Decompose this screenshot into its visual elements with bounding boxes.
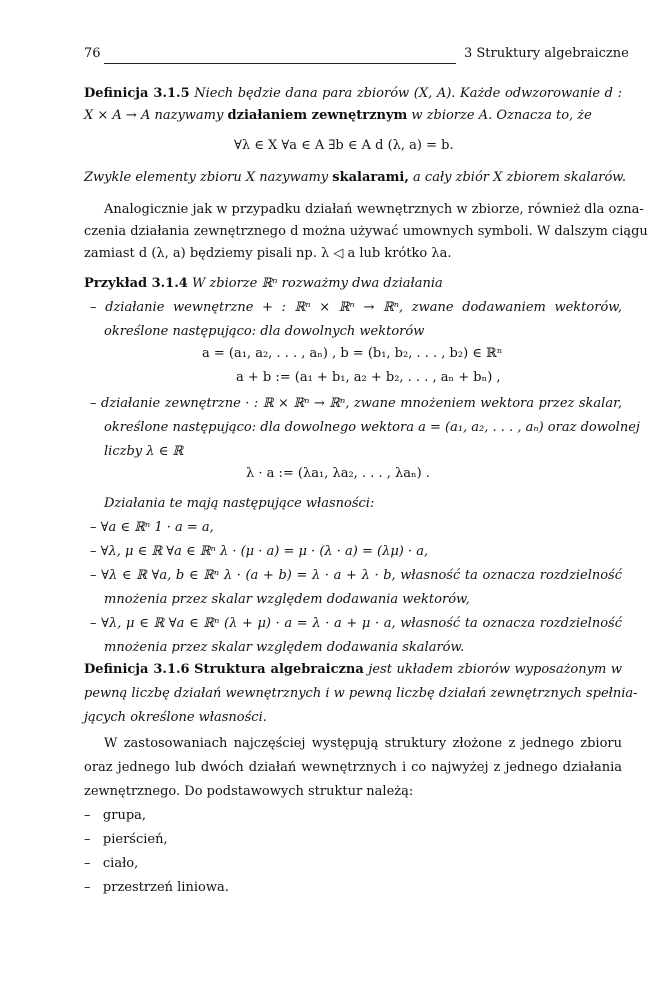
structure-name: grupa, <box>102 808 147 823</box>
structure-list-item: – grupa, <box>84 808 147 823</box>
note-text: Zwykle elementy zbioru X nazywamy <box>84 170 329 185</box>
structure-name: ciało, <box>102 856 139 871</box>
list-item <box>90 300 622 315</box>
property-item: – ∀a ∈ ℝⁿ 1 · a = a, <box>90 520 214 535</box>
structure-name: pierścień, <box>102 832 168 847</box>
note-text: a cały zbiór X zbiorem skalarów. <box>413 170 627 185</box>
definition-text: X × A → A nazywamy <box>84 108 224 123</box>
structure-list-item: – przestrzeń liniowa. <box>84 880 229 895</box>
header-rule <box>104 63 456 64</box>
paragraph-text: oraz jednego lub dwóch działań wewnętrznych i co najwyżej z jednego działania <box>84 760 622 775</box>
formula-vectors: a = (a₁, a₂, . . . , aₙ) , b = (b₁, b₂, . . . , b₂) ∈ ℝⁿ <box>202 346 503 361</box>
definition-label: Definicja 3.1.6 <box>84 662 190 677</box>
property-text: mnożenia przez skalar względem dodawania skalarów. <box>104 640 465 655</box>
structure-name: przestrzeń liniowa. <box>102 880 229 895</box>
definition-3-1-6 <box>84 662 622 677</box>
term-external-operation: działaniem zewnętrznym <box>227 108 408 123</box>
list-text-line <box>104 420 640 435</box>
paragraph-line: zamiast d (λ, a) będziemy pisali np. λ ◁ a lub krótko λa. <box>84 246 452 261</box>
property-text: – ∀λ, μ ∈ ℝ ∀a ∈ ℝⁿ (λ + μ) · a = λ · a + μ · a, własność ta oznacza rozdzielność <box>90 616 622 631</box>
scalars-note <box>84 170 626 185</box>
formula-vector-sum: a + b := (a₁ + b₁, a₂ + b₂, . . . , aₙ + bₙ) , <box>236 370 501 385</box>
property-text: – ∀λ ∈ ℝ ∀a, b ∈ ℝⁿ λ · (a + b) = λ · a + λ · b, własność ta oznacza rozdzielność <box>90 568 622 583</box>
paragraph-line <box>104 202 644 217</box>
definition-label: Definicja 3.1.5 <box>84 86 190 101</box>
property-item: – ∀λ, μ ∈ ℝ ∀a ∈ ℝⁿ λ · (μ · a) = μ · (λ · a) = (λμ) · a, <box>90 544 429 559</box>
example-3-1-4 <box>84 276 443 291</box>
list-text: – działanie zewnętrzne · : ℝ × ℝⁿ → ℝⁿ, zwane mnożeniem wektora przez skalar, <box>90 396 622 411</box>
paragraph-line <box>84 760 622 775</box>
structure-list-item: – pierścień, <box>84 832 168 847</box>
formula-external-operation: ∀λ ∈ X ∀a ∈ A ∃b ∈ A d (λ, a) = b. <box>234 138 454 153</box>
list-text: określone następująco: dla dowolnego wektora a = (a₁, a₂, . . . , aₙ) oraz dowolnej <box>104 420 640 435</box>
structure-list-item: – ciało, <box>84 856 139 871</box>
property-item <box>90 616 622 631</box>
page-number: 76 <box>84 46 101 61</box>
paragraph-text: Analogicznie jak w przypadku działań wewnętrznych w zbiorze, również dla ozna- <box>104 202 644 217</box>
term-algebraic-structure: Struktura algebraiczna <box>194 662 364 677</box>
paragraph-line <box>84 224 648 239</box>
definition-text: Niech będzie dana para zbiorów (X, A). Każde odwzorowanie d : <box>194 86 622 101</box>
list-text: liczby λ ∈ ℝ <box>104 444 184 459</box>
definition-text: jest układem zbiorów wyposażonym w <box>368 662 622 677</box>
paragraph-line <box>104 736 622 751</box>
property-item <box>90 568 622 583</box>
formula-scalar-mult: λ · a := (λa₁, λa₂, . . . , λaₙ) . <box>246 466 430 481</box>
paragraph-text: czenia działania zewnętrznego d można używać umownych symboli. W dalszym ciągu <box>84 224 648 239</box>
example-label: Przykład 3.1.4 <box>84 276 188 291</box>
definition-text: w zbiorze A. Oznacza to, że <box>411 108 592 123</box>
paragraph-text: W zastosowaniach najczęściej występują struktury złożone z jednego zbioru <box>104 736 622 751</box>
chapter-title: 3 Struktury algebraiczne <box>464 46 629 61</box>
list-item <box>90 396 622 411</box>
list-text: – działanie wewnętrzne + : ℝⁿ × ℝⁿ → ℝⁿ, zwane dodawaniem wektorów, <box>90 300 622 315</box>
properties-intro: Działania te mają następujące własności: <box>104 496 375 511</box>
definition-text: pewną liczbę działań wewnętrznych i w pewną liczbę działań zewnętrznych spełnia- <box>84 686 638 701</box>
definition-text: jących określone własności. <box>84 710 267 725</box>
term-scalars: skalarami, <box>332 170 409 185</box>
definition-line <box>84 686 638 701</box>
property-text: mnożenia przez skalar względem dodawania wektorów, <box>104 592 470 607</box>
definition-3-1-5-line2 <box>84 108 592 123</box>
definition-3-1-5 <box>84 86 622 101</box>
paragraph-text: zewnętrznego. Do podstawowych struktur należą: <box>84 784 414 799</box>
example-intro: W zbiorze ℝⁿ rozważmy dwa działania <box>191 276 443 291</box>
list-text: określone następująco: dla dowolnych wektorów <box>104 324 425 339</box>
